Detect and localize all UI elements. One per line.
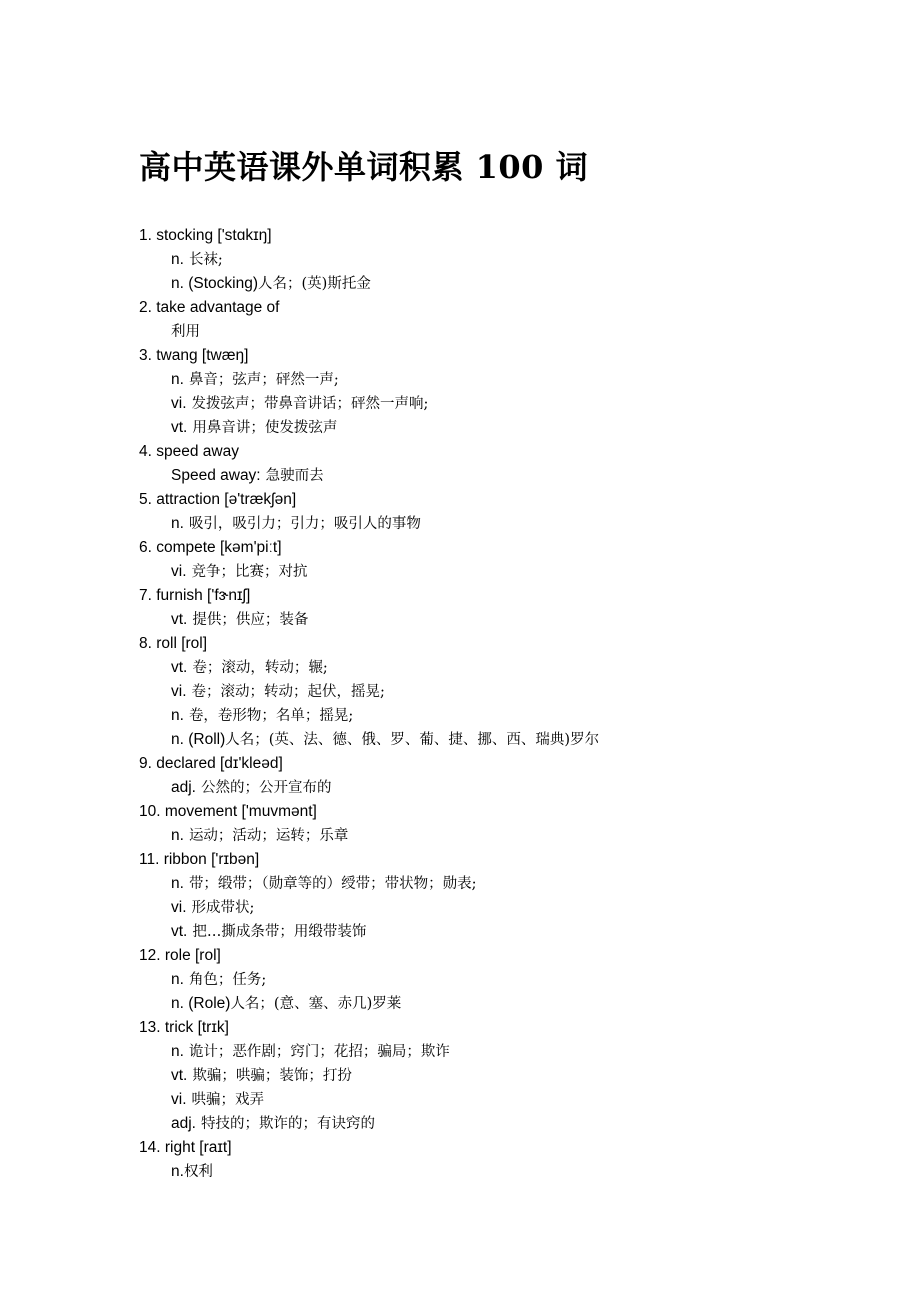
- part-of-speech: n.: [171, 515, 184, 532]
- definition-line: [139, 1040, 859, 1064]
- word-entry: [139, 224, 859, 296]
- definition-line: [139, 272, 859, 296]
- part-of-speech: n.: [171, 251, 184, 268]
- definition-text: 鼻音；弦声；砰然一声;: [188, 372, 339, 388]
- definition-text: 吸引，吸引力；引力；吸引人的事物: [188, 516, 421, 532]
- part-of-speech: n.: [171, 707, 184, 724]
- definition-text: 卷；滚动，转动；辗;: [192, 660, 328, 676]
- word-headword: 7. furnish ['fɝnɪʃ]: [139, 587, 251, 604]
- definition-text: 竞争；比赛；对抗: [191, 564, 308, 580]
- definition-line: [139, 320, 859, 344]
- definition-line: [139, 416, 859, 440]
- word-entry: [139, 536, 859, 584]
- word-entry: [139, 344, 859, 440]
- part-of-speech: vi.: [171, 1091, 187, 1108]
- definition-line: [139, 464, 859, 488]
- part-of-speech: n. (Stocking): [171, 275, 259, 292]
- definition-line: [139, 920, 859, 944]
- word-entry: [139, 632, 859, 752]
- definition-text: 特技的；欺诈的；有诀窍的: [201, 1116, 375, 1132]
- definition-line: [139, 656, 859, 680]
- word-headword: 3. twang [twæŋ]: [139, 347, 249, 364]
- word-headword: 8. roll [rol]: [139, 635, 208, 652]
- definition-line: [139, 1160, 859, 1184]
- definition-line: [139, 704, 859, 728]
- definition-line: [139, 1112, 859, 1136]
- word-headword: 12. role [rol]: [139, 947, 221, 964]
- definition-line: [139, 1064, 859, 1088]
- word-entry: [139, 1016, 859, 1136]
- word-headword: 13. trick [trɪk]: [139, 1019, 229, 1036]
- definition-line: [139, 1088, 859, 1112]
- definition-text: 把…撕成条带；用缎带装饰: [192, 924, 367, 940]
- definition-line: [139, 728, 859, 752]
- definition-line: [139, 368, 859, 392]
- definition-line: [139, 824, 859, 848]
- definition-line: [139, 680, 859, 704]
- word-entry: [139, 1136, 859, 1184]
- part-of-speech: vt.: [171, 923, 188, 940]
- definition-text: 急驶而去: [265, 468, 324, 484]
- word-headword: 9. declared [dɪ'kleəd]: [139, 755, 283, 772]
- word-headword: 10. movement ['muvmənt]: [139, 803, 317, 820]
- part-of-speech: vi.: [171, 395, 187, 412]
- definition-text: 人名；(意、塞、赤几)罗莱: [230, 996, 402, 1012]
- word-list: [139, 224, 859, 1184]
- definition-line: [139, 968, 859, 992]
- word-entry: [139, 848, 859, 944]
- part-of-speech: n. (Role): [171, 995, 231, 1012]
- definition-text: 形成带状;: [191, 900, 255, 916]
- word-entry: [139, 488, 859, 536]
- definition-line: [139, 872, 859, 896]
- definition-text: 长袜;: [188, 252, 223, 268]
- definition-line: [139, 512, 859, 536]
- definition-text: 运动；活动；运转；乐章: [188, 828, 349, 844]
- definition-line: [139, 992, 859, 1016]
- part-of-speech: adj.: [171, 1115, 196, 1132]
- word-headword: 11. ribbon ['rɪbən]: [139, 851, 260, 868]
- definition-text: 欺骗；哄骗；装饰；打扮: [192, 1068, 352, 1084]
- definition-line: [139, 560, 859, 584]
- definition-text: 人名；(英、法、德、俄、罗、葡、捷、挪、西、瑞典)罗尔: [225, 732, 600, 748]
- word-entry: [139, 440, 859, 488]
- part-of-speech: n.: [171, 875, 184, 892]
- definition-text: 带；缎带；（勋章等的）绶带；带状物；勋表;: [188, 876, 477, 892]
- definition-text: 发拨弦声；带鼻音讲话；砰然一声响;: [191, 396, 429, 412]
- part-of-speech: adj.: [171, 779, 196, 796]
- word-headword: 1. stocking ['stɑkɪŋ]: [139, 227, 272, 244]
- definition-line: [139, 608, 859, 632]
- definition-text: 权利: [183, 1164, 213, 1180]
- part-of-speech: vt.: [171, 611, 188, 628]
- part-of-speech: n.: [171, 971, 184, 988]
- word-entry: [139, 752, 859, 800]
- word-headword: 6. compete [kəm'piːt]: [139, 539, 282, 556]
- part-of-speech: vi.: [171, 899, 187, 916]
- part-of-speech: n. (Roll): [171, 731, 226, 748]
- definition-line: [139, 896, 859, 920]
- definition-text: 哄骗；戏弄: [191, 1092, 264, 1108]
- definition-text: 人名；(英)斯托金: [258, 276, 371, 292]
- part-of-speech: n.: [171, 827, 184, 844]
- word-headword: 5. attraction [ə'trækʃən]: [139, 491, 297, 508]
- definition-text: 诡计；恶作剧；窍门；花招；骗局；欺诈: [188, 1044, 450, 1060]
- definition-text: 卷；滚动；转动；起伏，摇晃;: [191, 684, 385, 700]
- part-of-speech: vi.: [171, 683, 187, 700]
- part-of-speech: Speed away:: [171, 467, 261, 484]
- definition-text: 利用: [171, 324, 200, 340]
- definition-text: 公然的；公开宣布的: [201, 780, 332, 796]
- definition-line: [139, 392, 859, 416]
- word-entry: [139, 296, 859, 344]
- definition-text: 提供；供应；装备: [192, 612, 309, 628]
- word-entry: [139, 584, 859, 632]
- part-of-speech: vi.: [171, 563, 187, 580]
- part-of-speech: n.: [171, 1043, 184, 1060]
- definition-text: 角色；任务;: [188, 972, 267, 988]
- word-headword: 2. take advantage of: [139, 299, 280, 316]
- definition-line: [139, 248, 859, 272]
- word-entry: [139, 944, 859, 1016]
- part-of-speech: vt.: [171, 1067, 188, 1084]
- definition-text: 卷，卷形物；名单；摇晃;: [188, 708, 354, 724]
- definition-line: [139, 776, 859, 800]
- word-headword: 14. right [raɪt]: [139, 1139, 232, 1156]
- page-title: 高中英语课外单词积累 100 词: [139, 148, 589, 186]
- part-of-speech: vt.: [171, 419, 188, 436]
- definition-text: 用鼻音讲；使发拨弦声: [192, 420, 338, 436]
- part-of-speech: vt.: [171, 659, 188, 676]
- part-of-speech: n.: [171, 371, 184, 388]
- word-entry: [139, 800, 859, 848]
- word-headword: 4. speed away: [139, 443, 239, 460]
- part-of-speech: n.: [171, 1163, 184, 1180]
